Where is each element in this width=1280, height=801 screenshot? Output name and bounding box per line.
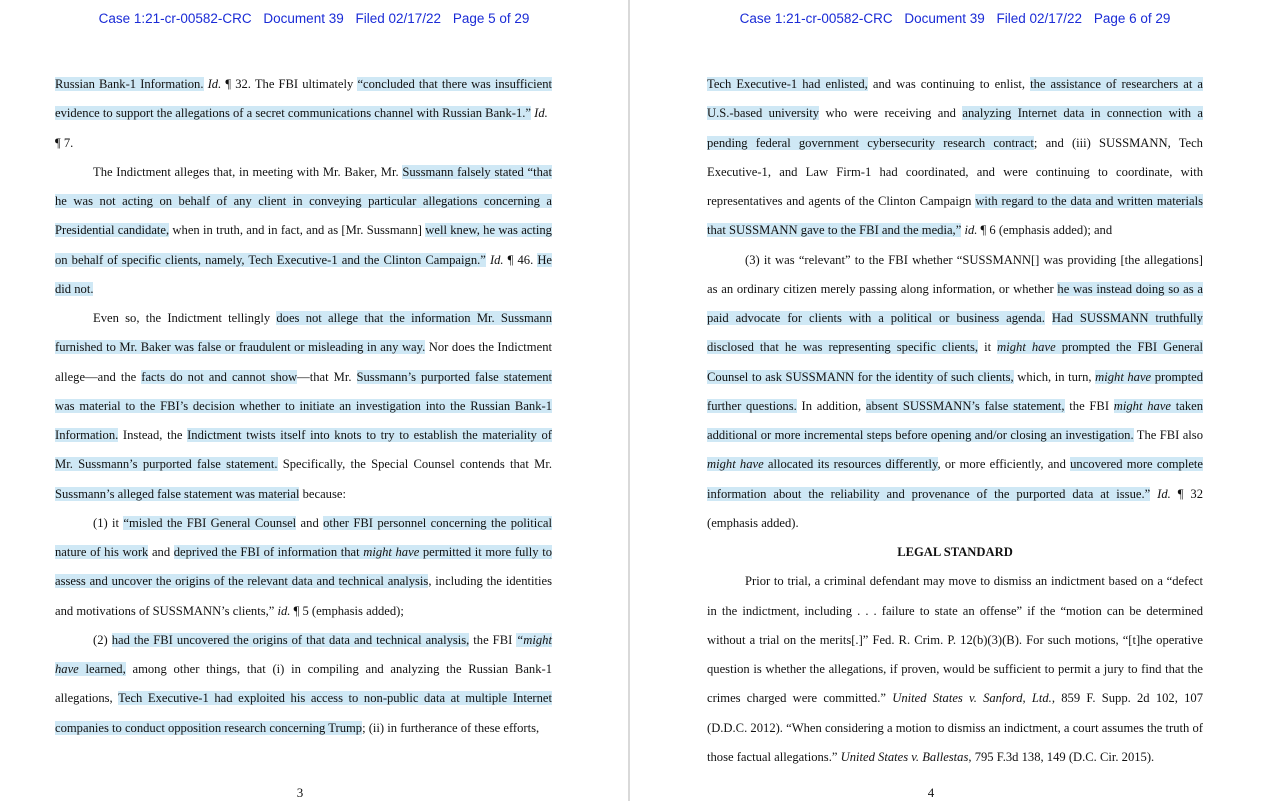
highlight: Had SUSSMANN truthfully disclosed that he was representing specific clients, <box>707 311 1203 355</box>
section-heading: LEGAL STANDARD <box>897 545 1013 559</box>
text: Specifically, the Special Counsel contends that Mr. <box>277 457 553 472</box>
text: the FBI <box>1064 398 1114 413</box>
paragraph <box>55 304 552 509</box>
text: and was continuing to enlist, <box>867 77 1031 91</box>
text: when in truth, and in fact, and as [Mr. Sussmann] <box>169 223 426 238</box>
header-filed: Filed 02/17/22 <box>355 11 442 26</box>
highlight: “misled the FBI General Counsel <box>123 515 297 530</box>
text: , 795 F.3d 138, 149 (D.C. Cir. 2015). <box>968 749 1155 764</box>
header-document: Document 39 <box>263 11 344 26</box>
highlight: “concluded that there was insufficient evidence to support the allegations of a secret communications channel with Russian Bank-1.” <box>55 77 553 121</box>
text: ; (ii) in furtherance of these efforts, <box>362 720 540 735</box>
page-right <box>630 0 1280 801</box>
case-citation: United States v. Sanford, Ltd. <box>892 691 1052 706</box>
text <box>1045 311 1052 325</box>
citation: Id. <box>530 106 548 121</box>
page-body <box>55 70 552 743</box>
text: ¶ 32. The FBI ultimately <box>221 77 358 91</box>
text: The Indictment alleges that, in meeting with Mr. Baker, Mr. <box>93 164 403 179</box>
citation: Id. <box>485 252 504 267</box>
text: —that Mr. <box>297 369 357 384</box>
text: it <box>978 340 998 355</box>
highlight: deprived the FBI of information that <box>173 545 364 559</box>
highlight: allocated its resources differently <box>763 457 938 472</box>
text: and <box>296 515 324 530</box>
text: the FBI <box>469 632 517 647</box>
text: Prior to trial, a criminal defendant may move to dismiss an indictment based on a “defect in the indictment, including . . . failure to state an offense” if the “motion can be determined without a trial on the merits[.]” Fed. R. Crim. P. 12(b)(3)(B). For such motions, “[t]he operative question is whether the allegations, if proven, would be sufficient to permit a jury to find that the crimes charged were committed.” <box>707 574 1203 706</box>
highlight: Tech Executive-1 had enlisted, <box>707 77 868 91</box>
citation: id. <box>961 223 978 238</box>
highlight: permitted it more fully to assess and uncover the origins of the relevant data and technical analysis <box>55 545 552 589</box>
paragraph <box>55 158 552 304</box>
header-page: Page 5 of 29 <box>452 11 530 26</box>
highlight: prompted the FBI General Counsel to ask SUSSMANN for the identity of such clients, <box>707 340 1204 384</box>
page-header <box>630 11 1280 26</box>
text: (3) it was “relevant” to the FBI whether “SUSSMANN[] was providing [the allegations] as an ordinary citizen merely passing along information, or whether <box>707 252 1203 296</box>
highlight-emphasis: might have <box>1113 398 1171 413</box>
highlight-emphasis: might have <box>1095 369 1152 384</box>
header-document: Document 39 <box>904 11 985 26</box>
highlight: taken additional or more incremental steps before opening and/or closing an investigation. <box>707 398 1204 442</box>
citation: Id. <box>203 77 222 91</box>
text: The FBI also <box>1133 428 1203 442</box>
highlight: the assistance of researchers at a U.S.-based university <box>707 77 1203 121</box>
highlight-emphasis: “might have <box>55 632 552 676</box>
highlight: learned, <box>78 662 126 676</box>
citation: Id. <box>1150 486 1171 501</box>
highlight: analyzing Internet data in connection with a pending federal government cybersecurity research contract <box>707 106 1203 150</box>
text: Instead, the <box>118 428 188 442</box>
highlight: He did not. <box>55 252 552 296</box>
page-body <box>707 70 1203 772</box>
paragraph <box>707 246 1203 539</box>
highlight: well knew, he was acting on behalf of specific clients, namely, Tech Executive-1 and the Clinton Campaign.” <box>55 223 552 267</box>
text: Nor does the Indictment allege—and the <box>55 340 552 384</box>
citation: id. <box>274 603 291 618</box>
page-left <box>0 0 628 801</box>
highlight: Sussmann’s purported false statement was material to the FBI’s decision whether to initiate an investigation into the Russian Bank-1 Information. <box>55 369 553 442</box>
highlight-emphasis: might have <box>997 340 1056 355</box>
text: , 859 F. Supp. 2d 102, 107 (D.D.C. 2012). “When considering a motion to dismiss an indictment, a court assumes the truth of those factual allegations.” <box>707 691 1204 764</box>
highlight: Indictment twists itself into knots to try to establish the materiality of Mr. Sussmann’s purported false statement. <box>55 428 552 472</box>
case-citation: United States v. Ballestas <box>840 749 969 764</box>
highlight: facts do not and cannot show <box>141 369 298 384</box>
highlight: he was instead doing so as a paid advocate for clients with a political or business agenda. <box>707 281 1203 325</box>
highlight: Russian Bank-1 Information. <box>55 77 204 91</box>
text: ; and (iii) SUSSMANN, Tech Executive-1, and Law Firm-1 had coordinated, and were continuing to coordinate, with representatives and agents of the Clinton Campaign <box>707 135 1203 208</box>
text: ¶ 5 (emphasis added); <box>290 603 404 618</box>
paragraph <box>55 509 552 626</box>
highlight: uncovered more complete information about the reliability and provenance of the purported data at issue.” <box>707 457 1204 501</box>
text: ¶ 7. <box>55 135 74 150</box>
highlight-emphasis: might have <box>707 457 764 472</box>
text: In addition, <box>796 398 866 413</box>
highlight: does not allege that the information Mr. Sussmann furnished to Mr. Baker was false or fraudulent or misleading in any way. <box>55 311 552 355</box>
highlight: prompted further questions. <box>707 369 1203 413</box>
highlight: had the FBI uncovered the origins of that data and technical analysis, <box>111 632 470 647</box>
header-page: Page 6 of 29 <box>1093 11 1171 26</box>
paragraph <box>707 567 1203 772</box>
text: ¶ 46. <box>503 252 538 267</box>
page-number: 3 <box>296 785 304 800</box>
page-header <box>0 11 628 26</box>
text: because: <box>299 486 346 501</box>
highlight-emphasis: might have <box>363 545 420 559</box>
text: (2) <box>93 632 112 647</box>
text: Even so, the Indictment tellingly <box>93 311 277 325</box>
highlight: other FBI personnel concerning the political nature of his work <box>55 515 552 559</box>
text: , including the identities and motivations of SUSSMANN’s clients,” <box>55 574 552 618</box>
header-case: Case 1:21-cr-00582-CRC <box>739 11 893 26</box>
paragraph <box>55 70 552 158</box>
text: ¶ 32 (emphasis added). <box>707 486 1203 530</box>
highlight: Sussmann’s alleged false statement was material <box>55 486 300 501</box>
text: and <box>148 545 174 559</box>
highlight: absent SUSSMANN’s false statement, <box>865 398 1065 413</box>
highlight: with regard to the data and written materials that SUSSMANN gave to the FBI and the media,” <box>707 194 1203 238</box>
page-number: 4 <box>927 785 935 800</box>
text: , or more efficiently, and <box>937 457 1071 472</box>
paragraph <box>707 70 1203 246</box>
text: among other things, that (i) in compiling and analyzing the Russian Bank-1 allegations, <box>55 662 552 706</box>
paragraph <box>55 626 552 743</box>
text: (1) it <box>93 515 124 530</box>
text: which, in turn, <box>1013 369 1096 384</box>
header-filed: Filed 02/17/22 <box>996 11 1083 26</box>
header-case: Case 1:21-cr-00582-CRC <box>98 11 252 26</box>
text: ¶ 6 (emphasis added); and <box>977 223 1113 238</box>
text: who were receiving and <box>819 106 963 121</box>
highlight: Sussmann falsely stated “that he was not acting on behalf of any client in conveying particular allegations concerning a Presidential candidate, <box>55 164 552 238</box>
highlight: Tech Executive-1 had exploited his access to non-public data at multiple Internet companies to conduct opposition research concerning Trump <box>55 691 552 735</box>
